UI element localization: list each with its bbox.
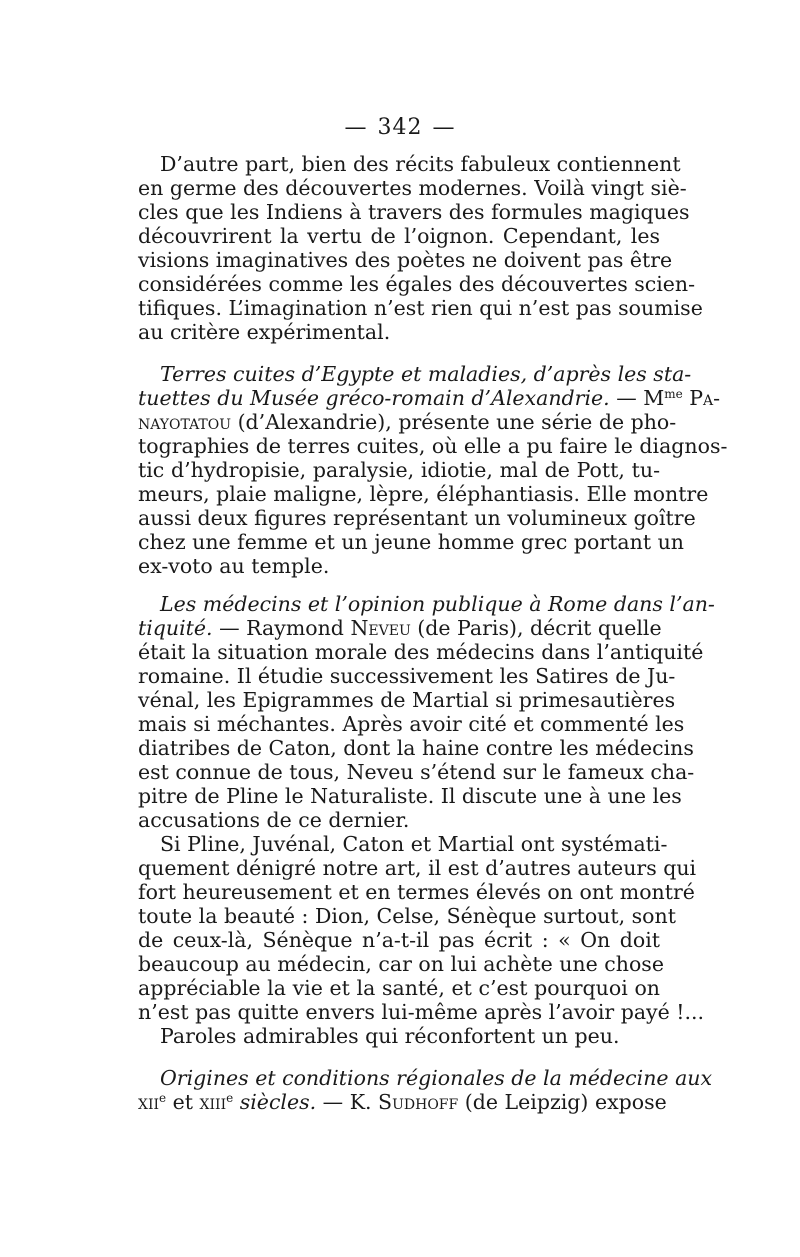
text-line: quement dénigré notre art, il est d’autres auteurs qui bbox=[138, 856, 697, 880]
text-line: pitre de Pline le Naturaliste. Il discute une à une les bbox=[138, 784, 682, 808]
author-name: nayotatou bbox=[138, 410, 232, 434]
page-number-value: 342 bbox=[377, 115, 423, 140]
text-line: est connue de tous, Neveu s’étend sur le fameux cha- bbox=[138, 760, 695, 784]
text-line: chez une femme et un jeune homme grec portant un bbox=[138, 530, 684, 554]
author-name: Neveu bbox=[350, 616, 411, 640]
section-heading-continuation: tiquité. bbox=[138, 616, 213, 640]
text-fragment: (de Paris), décrit quelle bbox=[410, 616, 662, 640]
section-heading-line: Les médecins et l’opinion publique à Rome dans l’an- bbox=[160, 592, 715, 616]
text-line: meurs, plaie maligne, lèpre, éléphantiasis. Elle montre bbox=[138, 482, 709, 506]
text-fragment: — M bbox=[609, 386, 665, 410]
text-line: vénal, les Epigrammes de Martial si primesautières bbox=[138, 688, 676, 712]
text-line: fort heureusement et en termes élevés on ont montré bbox=[138, 880, 695, 904]
author-name: Pa- bbox=[682, 386, 721, 410]
text-line: Paroles admirables qui réconfortent un peu. bbox=[160, 1024, 620, 1048]
page-number-dash-left: — bbox=[344, 115, 368, 140]
text-line: au critère expérimental. bbox=[138, 320, 391, 344]
text-line: n’est pas quitte envers lui-même après l’avoir payé !... bbox=[138, 1000, 705, 1024]
section-heading-continuation: siècles. bbox=[233, 1090, 317, 1114]
superscript: e bbox=[159, 1091, 167, 1105]
text-line bbox=[138, 386, 721, 410]
text-line: visions imaginatives des poètes ne doivent pas être bbox=[138, 248, 673, 272]
text-line: cles que les Indiens à travers des formules magiques bbox=[138, 200, 690, 224]
text-line: tifiques. L’imagination n’est rien qui n’est pas soumise bbox=[138, 296, 703, 320]
text-line: tographies de terres cuites, où elle a pu faire le diagnos- bbox=[138, 434, 728, 458]
text-line: beaucoup au médecin, car on lui achète une chose bbox=[138, 952, 664, 976]
text-line: ex-voto au temple. bbox=[138, 554, 330, 578]
text-line: toute la beauté : Dion, Celse, Sénèque surtout, sont bbox=[138, 904, 676, 928]
roman-numeral: xiii bbox=[199, 1090, 227, 1114]
text-line: était la situation morale des médecins dans l’antiquité bbox=[138, 640, 704, 664]
section-heading-line: Origines et conditions régionales de la médecine aux bbox=[160, 1066, 713, 1090]
superscript: me bbox=[664, 387, 683, 401]
text-line: appréciable la vie et la santé, et c’est pourquoi on bbox=[138, 976, 660, 1000]
page-number-dash-right: — bbox=[432, 115, 456, 140]
page-number bbox=[0, 115, 800, 140]
text-line: tic d’hydropisie, paralysie, idiotie, mal de Pott, tu- bbox=[138, 458, 660, 482]
text-line: en germe des découvertes modernes. Voilà vingt siè- bbox=[138, 176, 687, 200]
text-line bbox=[138, 410, 677, 434]
text-line bbox=[138, 616, 660, 640]
text-line: accusations de ce dernier. bbox=[138, 808, 410, 832]
text-line bbox=[138, 1090, 667, 1114]
text-line: mais si méchantes. Après avoir cité et commenté les bbox=[138, 712, 685, 736]
section-heading-continuation: tuettes du Musée gréco-romain d’Alexandrie. bbox=[138, 386, 610, 410]
text-fragment: — K. bbox=[316, 1090, 379, 1114]
text-line: aussi deux figures représentant un volumineux goître bbox=[138, 506, 696, 530]
text-line: Si Pline, Juvénal, Caton et Martial ont systémati- bbox=[160, 832, 668, 856]
text-line: découvrirent la vertu de l’oignon. Cependant, les bbox=[138, 224, 660, 248]
text-line: romaine. Il étudie successivement les Satires de Ju- bbox=[138, 664, 676, 688]
superscript: e bbox=[226, 1091, 234, 1105]
text-line: de ceux-là, Sénèque n’a-t-il pas écrit : « On doit bbox=[138, 928, 660, 952]
text-fragment: — Raymond bbox=[212, 616, 351, 640]
text-line: diatribes de Caton, dont la haine contre les médecins bbox=[138, 736, 694, 760]
text-fragment: et bbox=[166, 1090, 200, 1114]
text-fragment: (de Leipzig) expose bbox=[458, 1090, 667, 1114]
text-fragment: (d’Alexandrie), présente une série de pho- bbox=[231, 410, 677, 434]
section-heading-line: Terres cuites d’Egypte et maladies, d’après les sta- bbox=[160, 362, 692, 386]
text-line: D’autre part, bien des récits fabuleux contiennent bbox=[160, 152, 681, 176]
author-name: Sudhoff bbox=[378, 1090, 459, 1114]
text-line: considérées comme les égales des découvertes scien- bbox=[138, 272, 696, 296]
roman-numeral: xii bbox=[138, 1090, 160, 1114]
